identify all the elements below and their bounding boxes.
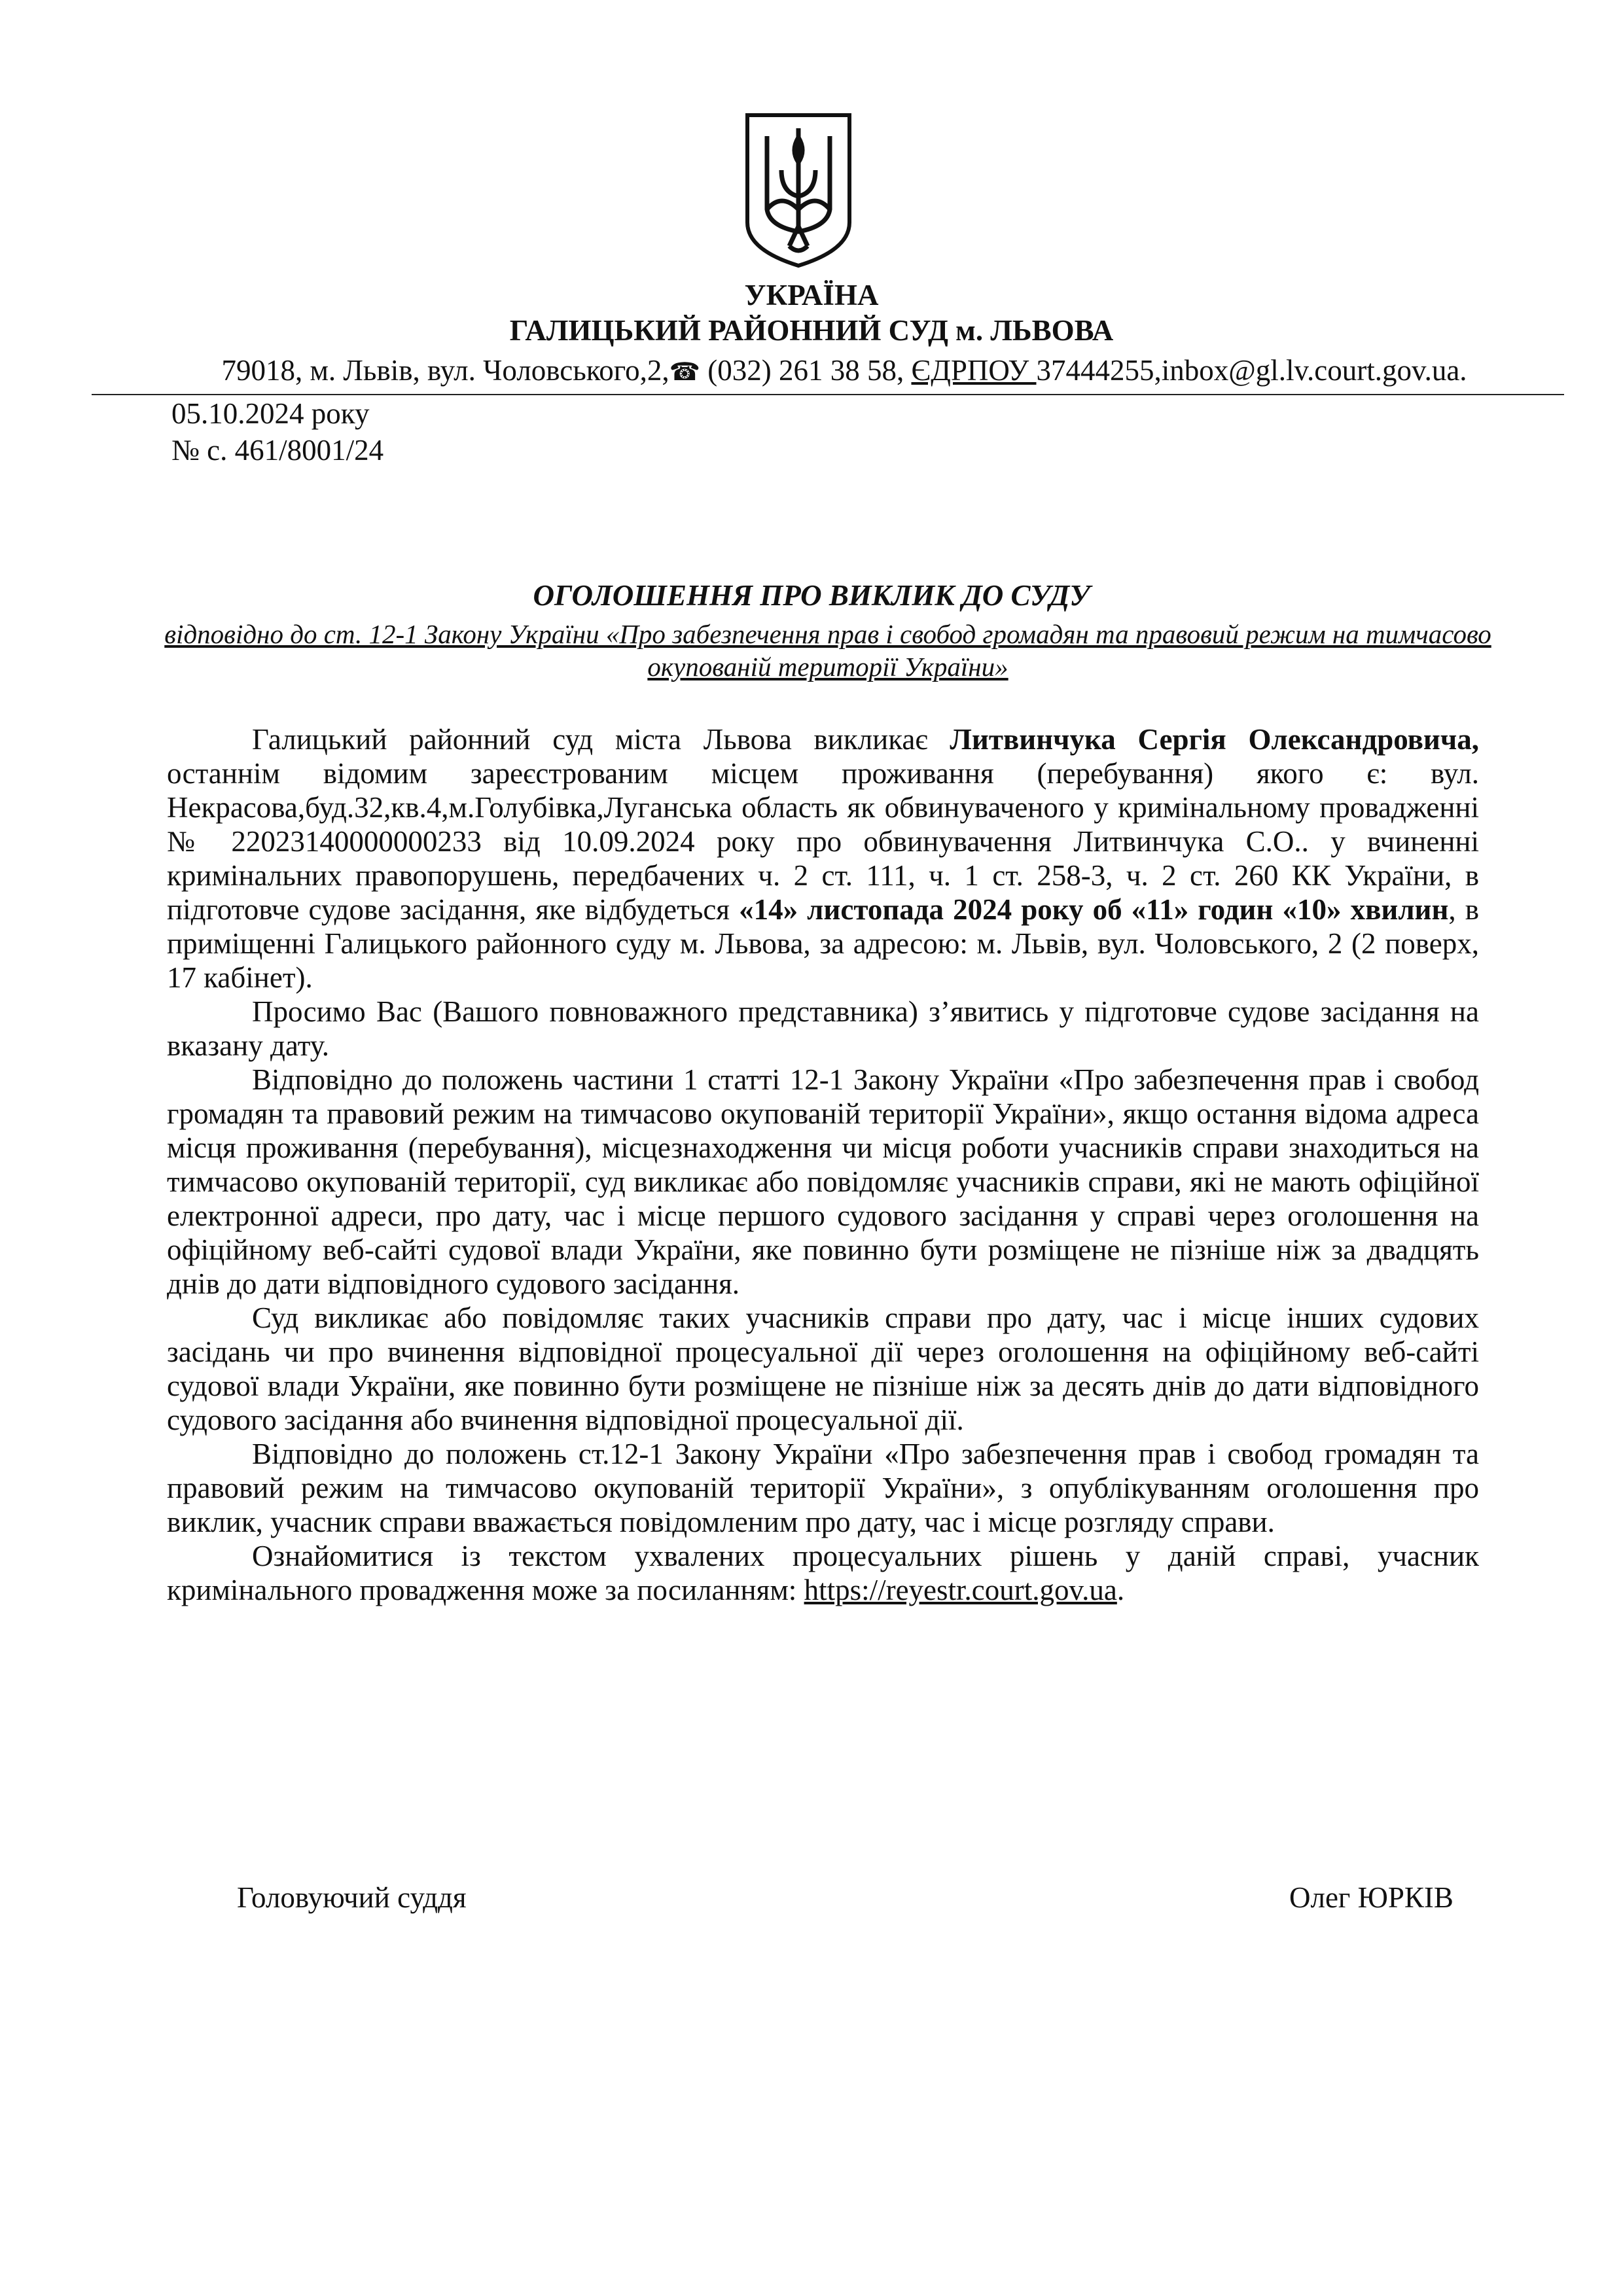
signature-label: Головуючий суддя [237, 1881, 467, 1914]
paragraph-text: останнім відомим зареєстрованим місцем проживання (перебування) якого є: вул. Некрасова,буд.32,кв.4,м.Голубівка,Луганська область як обвинуваченого у кримінальному провадженні № 22023140000000233 від 10.09.2024 року про обвинувачення Литвинчука С.О.. у вчиненні кримінальних правопорушень, передбачених ч. 2 ст. 111, ч. 1 ст. 258-3, ч. 2 ст. 260 КК України, в підготовче судове засідання, яке відбудеться [167, 757, 1479, 926]
announcement-subtitle: відповідно до ст. 12-1 Закону України «Про забезпечення прав і свобод громадян та правовий режим на тимчасово окупованій території України» [164, 619, 1491, 682]
telephone-icon: ☎ [669, 357, 700, 386]
paragraph-registry [167, 1539, 1479, 1607]
ukraine-trident-emblem-icon [743, 111, 853, 268]
paragraph-text: Галицький районний суд міста Львова викликає [252, 723, 950, 756]
judge-name: Олег ЮРКІВ [1289, 1881, 1454, 1914]
address-text: 79018, м. Львів, вул. Чоловського,2, [221, 354, 669, 387]
document-body [167, 722, 1479, 1607]
edrpou-and-email: 37444255,inbox@gl.lv.court.gov.ua. [1036, 354, 1467, 387]
paragraph-law-part1: Відповідно до положень частини 1 статті 12-1 Закону України «Про забезпечення прав і свобод громадян та правовий режим на тимчасово окупованій території України», якщо остання відома адреса місця проживання (перебування), місцезнаходження чи місця роботи учасників справи знаходиться на тимчасово окупованій території, суд викликає або повідомляє учасників справи, які не мають офіційної електронної адреси, про дату, час і місце першого судового засідання у справі через оголошення на офіційному веб-сайті судової влади України, яке повинно бути розміщене не пізніше ніж за двадцять днів до дати відповідного судового засідання. [167, 1063, 1479, 1300]
paragraph-summons [167, 722, 1479, 995]
paragraph-text: Ознайомитися із текстом ухвалених процесуальних рішень у даній справі, учасник кримінального провадження може за посиланням: [167, 1540, 1479, 1606]
phone-number: (032) 261 38 58, [700, 354, 912, 387]
paragraph-text: . [1116, 1574, 1125, 1606]
country-heading: УКРАЇНА [744, 279, 879, 311]
case-number: № с. 461/8001/24 [171, 434, 384, 467]
header-divider [92, 394, 1564, 395]
announcement-title: ОГОЛОШЕННЯ ПРО ВИКЛИК ДО СУДУ [533, 579, 1090, 612]
document-date: 05.10.2024 року [171, 397, 370, 430]
hearing-datetime: «14» листопада 2024 року об «11» годин «10» хвилин [739, 893, 1449, 926]
court-name-heading: ГАЛИЦЬКИЙ РАЙОННИЙ СУД м. ЛЬВОВА [509, 314, 1114, 347]
paragraph-text: , в приміщенні Галицького районного суду м. Львова, за адресою: м. Львів, вул. Чоловського, 2 (2 поверх, 17 кабінет). [167, 893, 1480, 994]
court-address-line [124, 353, 1564, 389]
paragraph-other-hearings: Суд викликає або повідомляє таких учасників справи про дату, час і місце інших судових засідань чи про вчинення відповідної процесуальної дії через оголошення на офіційному веб-сайті судової влади України, яке повинно бути розміщене не пізніше ніж за десять днів до дати відповідного судового засідання або вчинення відповідної процесуальної дії. [167, 1301, 1479, 1436]
edrpou-label: ЄДРПОУ [911, 354, 1037, 387]
paragraph-request: Просимо Вас (Вашого повноважного представника) з’явитись у підготовче судове засідання на вказану дату. [167, 995, 1479, 1062]
paragraph-notification: Відповідно до положень ст.12-1 Закону України «Про забезпечення прав і свобод громадян та правовий режим на тимчасово окупованій території України», з опублікуванням оголошення про виклик, учасник справи вважається повідомленим про дату, час і місце розгляду справи. [167, 1438, 1479, 1538]
registry-link[interactable]: https://reyestr.court.gov.ua [804, 1574, 1117, 1606]
accused-name: Литвинчука Сергія Олександровича, [950, 723, 1479, 756]
